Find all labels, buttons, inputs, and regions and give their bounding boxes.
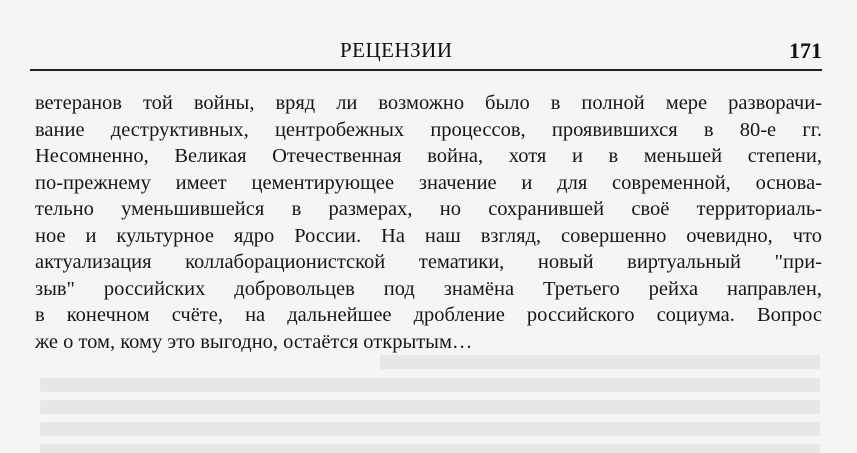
text-line: Несомненно, Великая Отечественная война, хотя и в меньшей степени, bbox=[35, 145, 822, 167]
page-number: 171 bbox=[789, 38, 822, 63]
section-title: РЕЦЕНЗИИ bbox=[340, 38, 453, 62]
text-line: же о том, кому это выгодно, остаётся открытым… bbox=[35, 330, 473, 353]
bleed-line bbox=[380, 355, 820, 369]
text-line: актуализация коллаборационистской тематики, новый виртуальный "при- bbox=[35, 251, 822, 273]
bleed-line bbox=[40, 444, 820, 453]
header-rule bbox=[30, 69, 822, 71]
text-line: ное и культурное ядро России. На наш взгляд, совершенно очевидно, что bbox=[35, 224, 822, 247]
text-line: ветеранов той войны, вряд ли возможно было в полной мере разворачи- bbox=[35, 92, 822, 114]
bleed-line bbox=[40, 422, 820, 436]
text-line: вание деструктивных, центробежных процессов, проявившихся в 80-е гг. bbox=[35, 118, 822, 141]
text-line: тельно уменьшившейся в размерах, но сохранившей своё территориаль- bbox=[35, 198, 822, 220]
text-line: в конечном счёте, на дальнейшее дробление российского социума. Вопрос bbox=[35, 304, 822, 326]
running-head bbox=[30, 38, 822, 70]
text-line: по-прежнему имеет цементирующее значение и для современной, основа- bbox=[35, 171, 822, 194]
body-paragraph bbox=[35, 90, 822, 355]
bleed-line bbox=[40, 378, 820, 392]
bleed-line bbox=[40, 400, 820, 414]
text-line: зыв" российских добровольцев под знамёна Третьего рейха направлен, bbox=[35, 277, 822, 300]
